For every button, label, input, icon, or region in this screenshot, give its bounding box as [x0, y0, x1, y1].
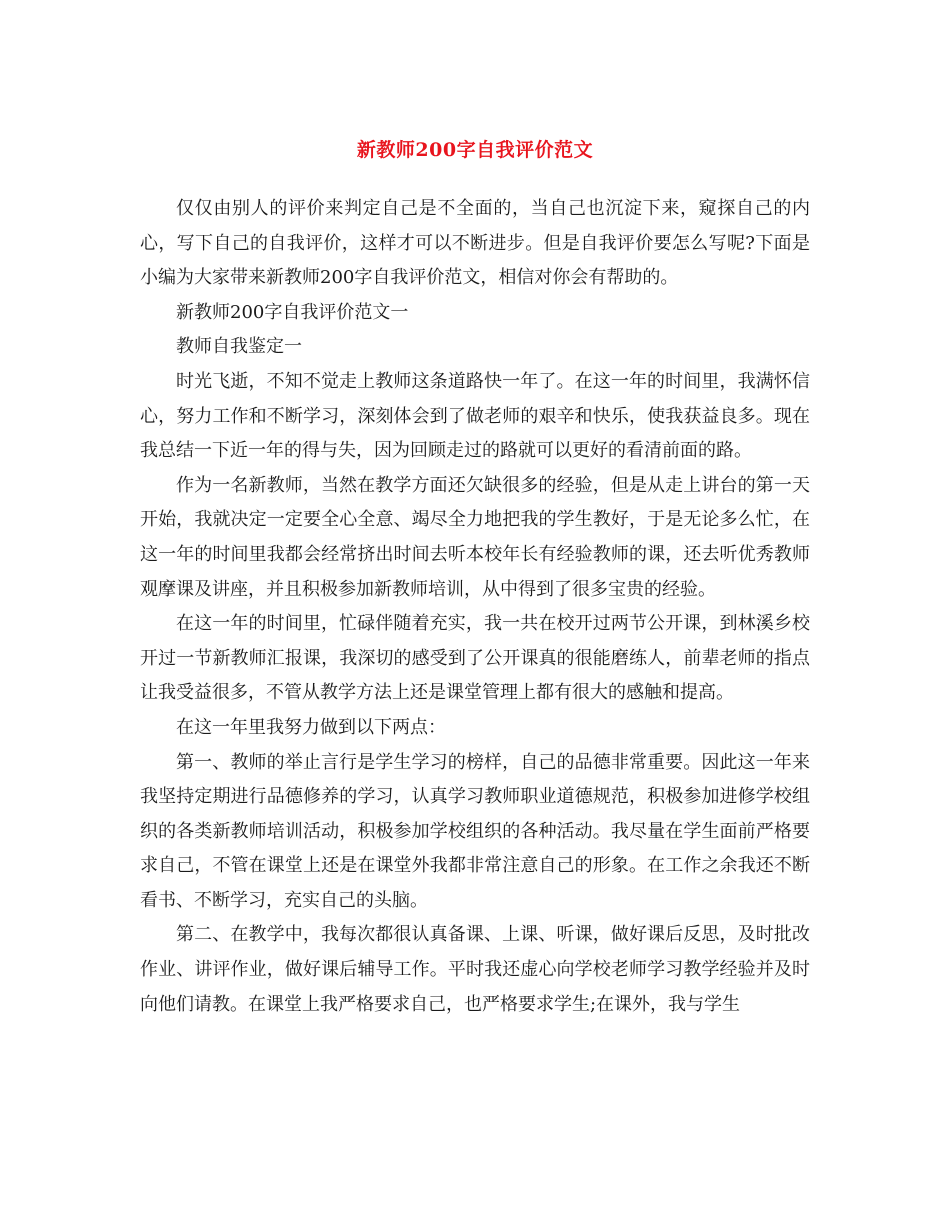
paragraph-body: 时光飞逝，不知不觉走上教师这条道路快一年了。在这一年的时间里，我满怀信心，努力工作和不断学习，深刻体会到了做老师的艰辛和快乐，使我获益良多。现在我总结一下近一年的得与失，因为回顾走过的路就可以更好的看清前面的路。 [140, 370, 810, 462]
paragraph-body: 在这一年的时间里，忙碌伴随着充实，我一共在校开过两节公开课，到林溪乡校开过一节新教师汇报课，我深切的感受到了公开课真的很能磨练人，前辈老师的指点让我受益很多，不管从教学方法上还是课堂管理上都有很大的感触和提高。 [140, 613, 810, 704]
paragraph-section-heading: 新教师200字自我评价范文一 [176, 301, 409, 323]
document-body [140, 192, 810, 1022]
paragraph-body: 作为一名新教师，当然在教学方面还欠缺很多的经验，但是从走上讲台的第一天开始，我就决定一定要全心全意、竭尽全力地把我的学生教好，于是无论多么忙，在这一年的时间里我都会经常挤出时间去听本校年长有经验教师的课，还去听优秀教师观摩课及讲座，并且积极参加新教师培训，从中得到了很多宝贵的经验。 [140, 474, 810, 600]
document-title: 新教师200字自我评价范文 [356, 139, 594, 161]
paragraph-intro: 仅仅由别人的评价来判定自己是不全面的，当自己也沉淀下来，窥探自己的内心，写下自己的自我评价，这样才可以不断进步。但是自我评价要怎么写呢?下面是小编为大家带来新教师200字自我评价范文，相信对你会有帮助的。 [140, 198, 810, 289]
paragraph-body: 第二、在教学中，我每次都很认真备课、上课、听课，做好课后反思，及时批改作业、讲评作业，做好课后辅导工作。平时我还虚心向学校老师学习教学经验并及时向他们请教。在课堂上我严格要求自己，也严格要求学生;在课外，我与学生 [140, 924, 810, 1015]
paragraph-body: 在这一年里我努力做到以下两点： [176, 716, 446, 738]
paragraph-subheading: 教师自我鉴定一 [176, 336, 302, 358]
paragraph-body: 第一、教师的举止言行是学生学习的榜样，自己的品德非常重要。因此这一年来我坚持定期进行品德修养的学习，认真学习教师职业道德规范，积极参加进修学校组织的各类新教师培训活动，积极参加学校组织的各种活动。我尽量在学生面前严格要求自己，不管在课堂上还是在课堂外我都非常注意自己的形象。在工作之余我还不断看书、不断学习，充实自己的头脑。 [140, 751, 810, 911]
